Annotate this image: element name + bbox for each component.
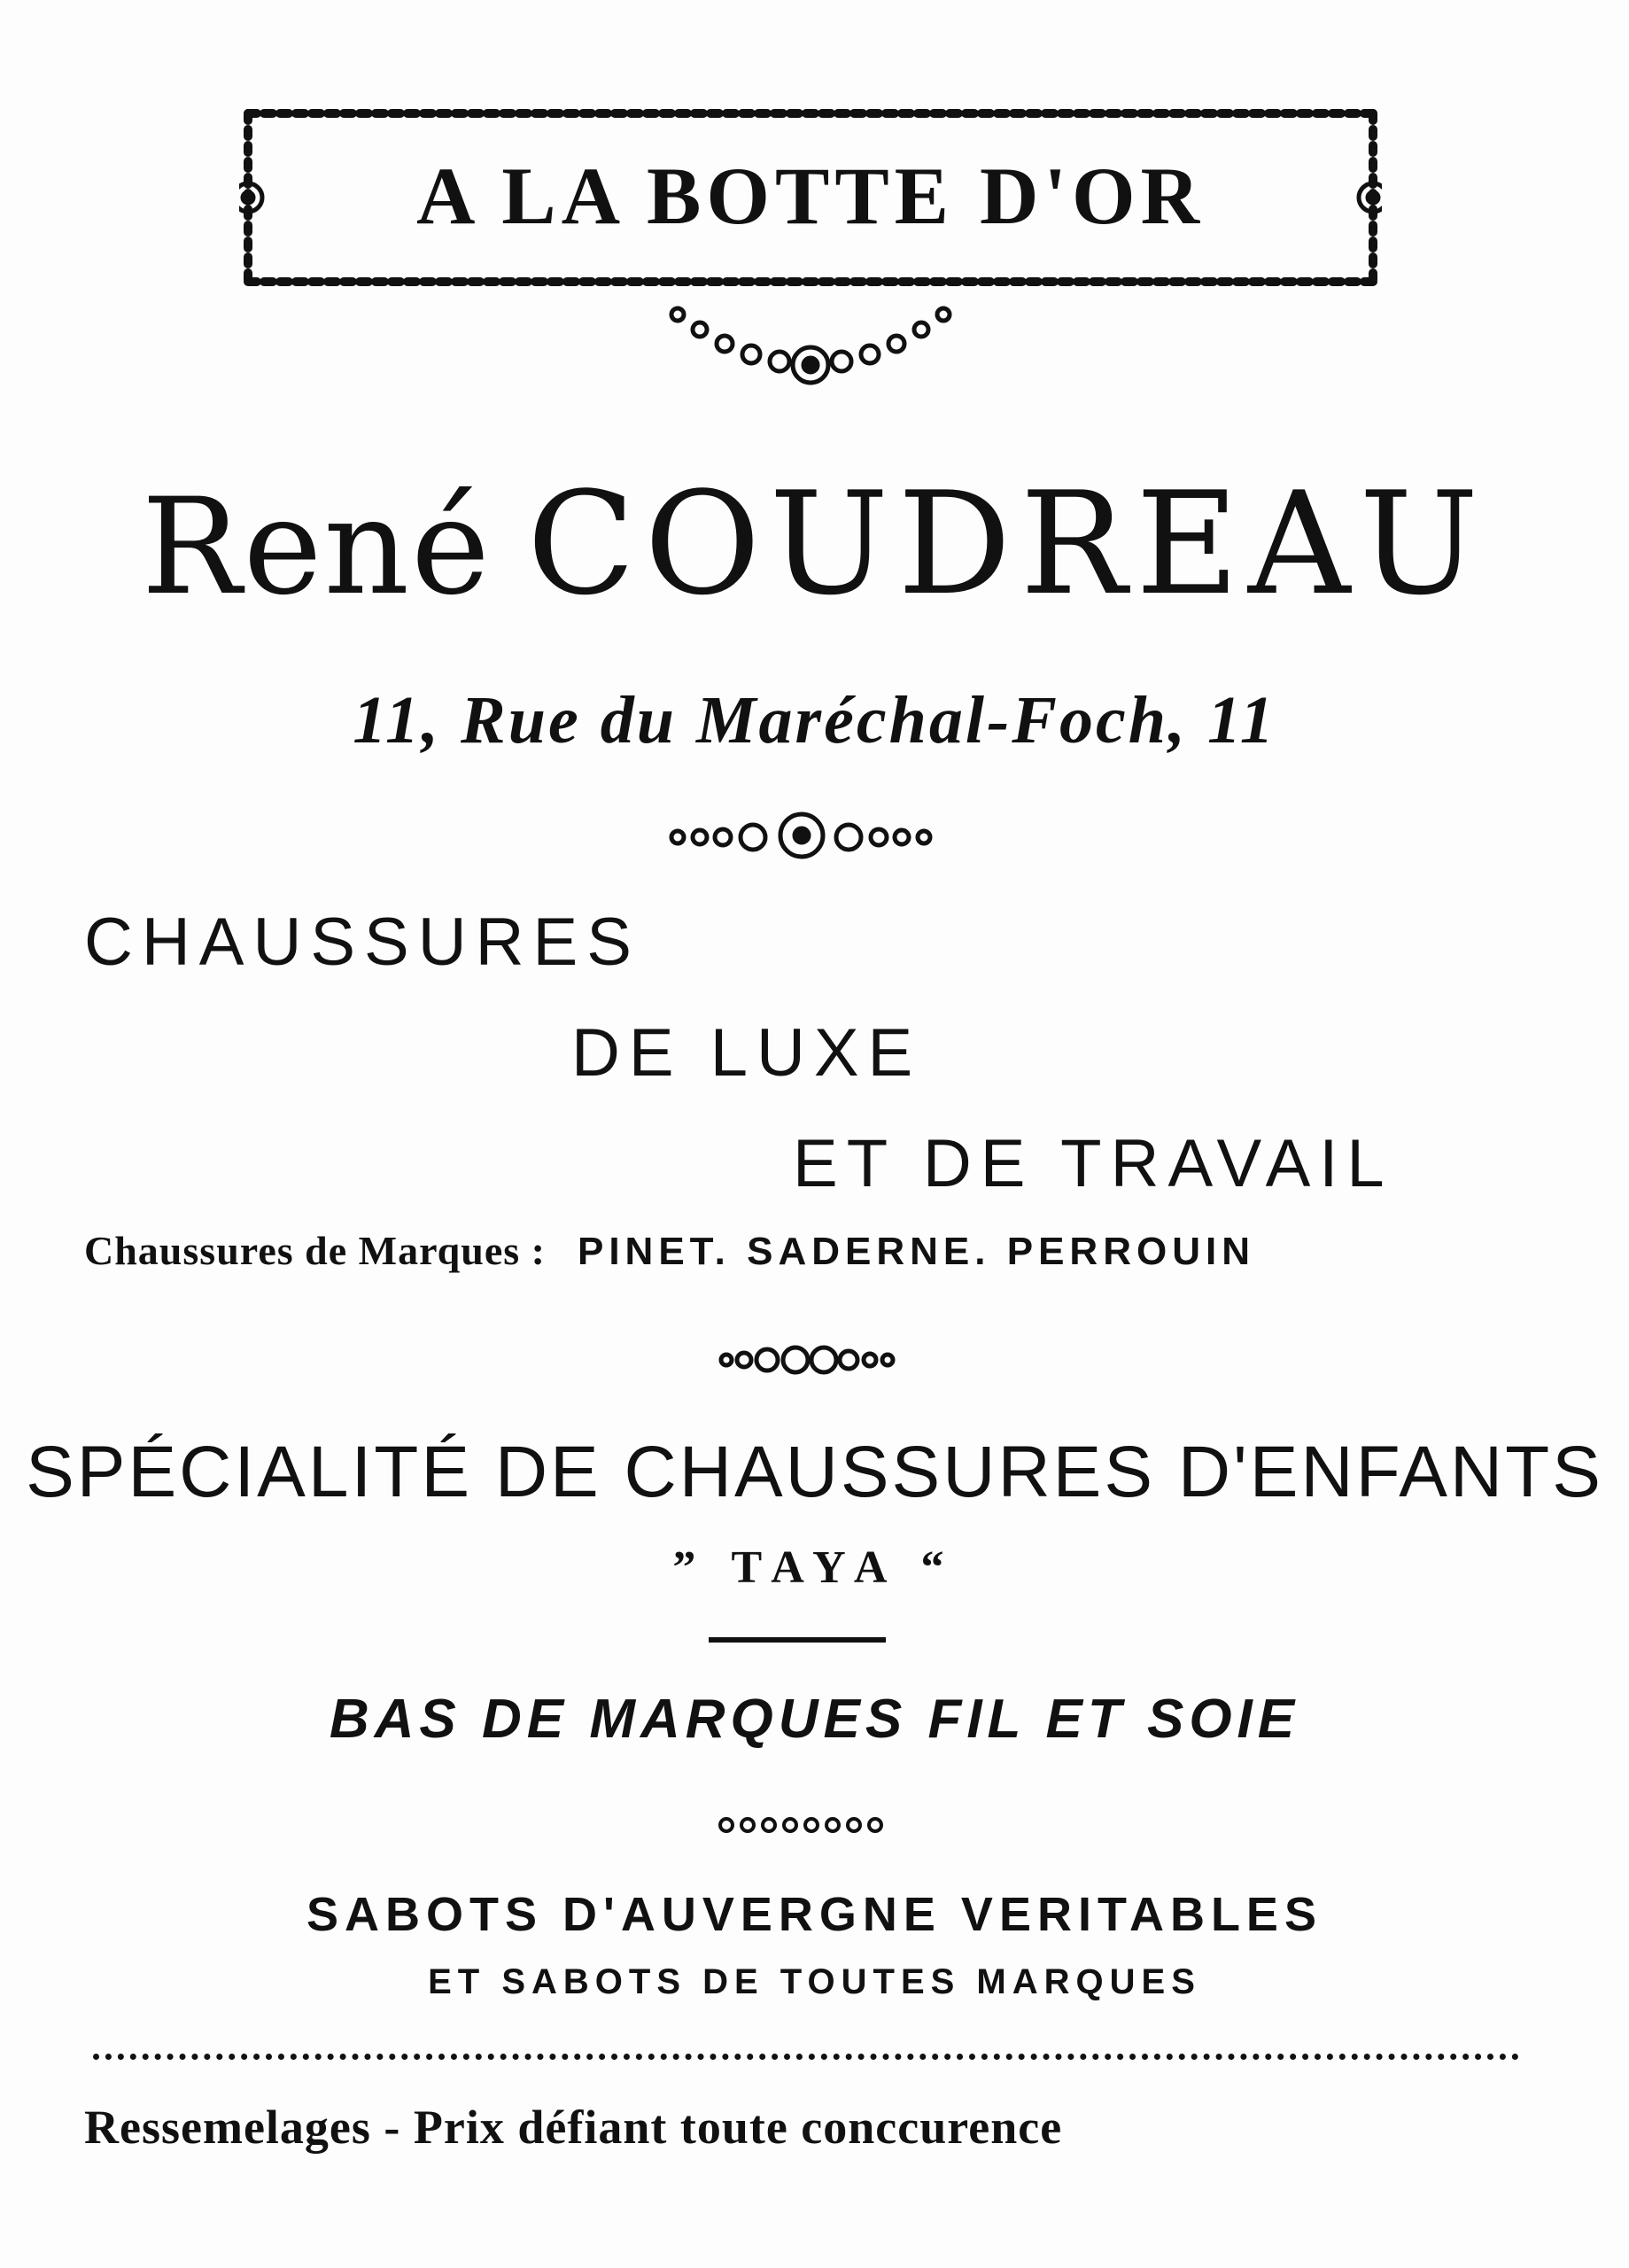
footer-text: Ressemelages - Prix défiant toute conccurence <box>84 2101 1063 2154</box>
speciality-brand: ” TAYA “ <box>672 1542 957 1593</box>
brand-names: PINET. SADERNE. PERROUIN <box>577 1230 1255 1273</box>
brands-line <box>84 1227 1255 1274</box>
sabots-line-2: ET SABOTS DE TOUTES MARQUES <box>428 1962 1201 2001</box>
brands-label: Chaussures de Marques : <box>84 1228 546 1273</box>
products-line-1: CHAUSSURES <box>84 905 640 980</box>
dotted-divider <box>93 2054 1519 2060</box>
store-name: A LA BOTTE D'OR <box>415 151 1206 241</box>
speciality-heading: SPÉCIALITÉ DE CHAUSSURES D'ENFANTS <box>26 1432 1603 1512</box>
stockings-line: BAS DE MARQUES FIL ET SOIE <box>329 1689 1300 1750</box>
owner-name <box>0 461 1629 626</box>
separator-ornament <box>655 802 948 864</box>
owner-first-name: René <box>141 470 492 625</box>
sabots-line-1: SABOTS D'AUVERGNE VERITABLES <box>306 1888 1323 1941</box>
products-line-2: DE LUXE <box>571 1015 922 1091</box>
owner-last-name: COUDREAU <box>526 461 1488 626</box>
separator-ornament-2 <box>709 1333 904 1386</box>
address: 11, Rue du Maréchal-Foch, 11 <box>353 683 1276 757</box>
divider-rule <box>709 1637 886 1643</box>
garland-ornament <box>664 301 957 399</box>
products-line-3: ET DE TRAVAIL <box>793 1126 1393 1201</box>
separator-dots <box>713 1807 890 1843</box>
